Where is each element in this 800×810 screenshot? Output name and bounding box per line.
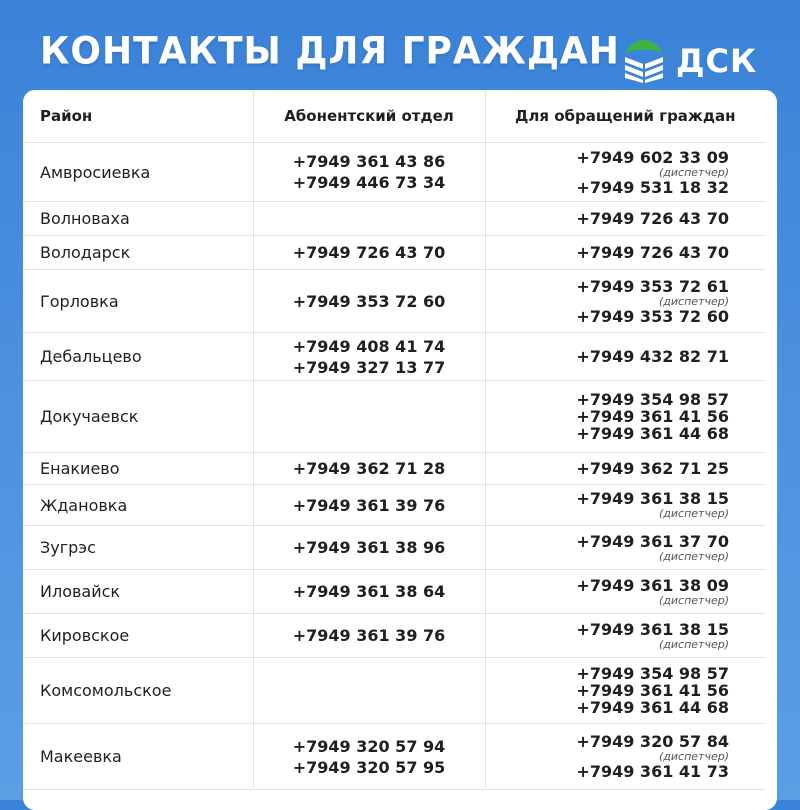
- abon-cell: [253, 614, 485, 658]
- dispatcher-note: (диспетчер): [658, 507, 729, 520]
- citizens-cell: [485, 333, 765, 381]
- dispatcher-note: (диспетчер): [658, 750, 729, 763]
- citizens-phone[interactable]: +7949 361 38 09: [576, 575, 729, 595]
- abon-phone[interactable]: +7949 320 57 94: [292, 736, 446, 756]
- district-cell: Володарск: [23, 236, 253, 270]
- abon-phone[interactable]: +7949 361 39 76: [292, 626, 446, 645]
- header: [0, 0, 800, 95]
- citizens-phone[interactable]: +7949 361 44 68: [576, 424, 729, 443]
- column-header-citizens: Для обращений граждан: [485, 90, 765, 143]
- contacts-card: [23, 90, 777, 810]
- abon-cell: [253, 485, 485, 526]
- table-row: [23, 381, 765, 453]
- abon-phone[interactable]: +7949 446 73 34: [292, 173, 446, 192]
- citizens-cell: [485, 570, 765, 614]
- page-title: КОНТАКТЫ ДЛЯ ГРАЖДАН: [40, 30, 620, 74]
- district-cell: Волноваха: [23, 202, 253, 236]
- citizens-phone[interactable]: +7949 361 44 68: [576, 698, 729, 717]
- abon-cell: [253, 270, 485, 333]
- citizens-phone[interactable]: +7949 362 71 25: [576, 459, 729, 478]
- citizens-cell: [485, 453, 765, 485]
- citizens-cell: [485, 526, 765, 570]
- abon-cell: [253, 333, 485, 381]
- district-cell: Амвросиевка: [23, 143, 253, 202]
- district-cell: Зугрэс: [23, 526, 253, 570]
- abon-phone[interactable]: +7949 726 43 70: [292, 243, 446, 262]
- table-row: [23, 270, 765, 333]
- citizens-cell: [485, 270, 765, 333]
- abon-phone[interactable]: +7949 362 71 28: [292, 459, 446, 478]
- dispatcher-note: (диспетчер): [658, 549, 729, 563]
- abon-cell: [253, 526, 485, 570]
- table-row: [23, 724, 765, 790]
- district-cell: Иловайск: [23, 570, 253, 614]
- district-cell: Ждановка: [23, 485, 253, 526]
- citizens-cell: [485, 381, 765, 453]
- logo: [622, 36, 757, 86]
- district-cell: Дебальцево: [23, 333, 253, 381]
- dispatcher-note: (диспетчер): [658, 294, 729, 308]
- citizens-cell: [485, 658, 765, 724]
- citizens-cell: [485, 485, 765, 526]
- citizens-cell: [485, 143, 765, 202]
- abon-phone[interactable]: +7949 408 41 74: [292, 336, 446, 356]
- abon-phone[interactable]: +7949 353 72 60: [292, 291, 446, 311]
- citizens-phone[interactable]: +7949 354 98 57: [576, 664, 729, 683]
- table-row: [23, 202, 765, 236]
- citizens-phone[interactable]: +7949 726 43 70: [576, 243, 729, 262]
- abon-phone[interactable]: +7949 361 38 64: [292, 582, 446, 601]
- citizens-cell: [485, 236, 765, 270]
- citizens-cell: [485, 724, 765, 790]
- column-header-abon: Абонентский отдел: [253, 90, 485, 143]
- dispatcher-note: (диспетчер): [658, 637, 729, 651]
- logo-text: ДСК: [676, 42, 758, 80]
- citizens-phone[interactable]: +7949 354 98 57: [576, 390, 729, 409]
- citizens-phone[interactable]: +7949 353 72 60: [576, 306, 729, 326]
- table-row: [23, 614, 765, 658]
- dispatcher-note: (диспетчер): [658, 593, 729, 607]
- table-row: [23, 485, 765, 526]
- abon-phone[interactable]: +7949 361 43 86: [292, 152, 446, 171]
- abon-cell: [253, 658, 485, 724]
- table-row: [23, 570, 765, 614]
- citizens-cell: [485, 614, 765, 658]
- abon-cell: [253, 453, 485, 485]
- abon-phone[interactable]: +7949 361 38 96: [292, 538, 446, 557]
- citizens-phone[interactable]: +7949 361 37 70: [576, 531, 729, 551]
- district-cell: Енакиево: [23, 453, 253, 485]
- district-cell: Кировское: [23, 614, 253, 658]
- abon-cell: [253, 236, 485, 270]
- table-row: [23, 333, 765, 381]
- abon-cell: [253, 143, 485, 202]
- citizens-phone[interactable]: +7949 361 41 56: [576, 407, 729, 426]
- dsk-logo-icon: [622, 38, 666, 84]
- district-cell: Комсомольское: [23, 658, 253, 724]
- table-row: [23, 526, 765, 570]
- citizens-phone[interactable]: +7949 432 82 71: [576, 347, 729, 366]
- citizens-phone[interactable]: +7949 726 43 70: [576, 209, 729, 228]
- citizens-cell: [485, 202, 765, 236]
- citizens-phone[interactable]: +7949 361 38 15: [576, 489, 729, 508]
- citizens-phone[interactable]: +7949 353 72 61: [576, 276, 729, 296]
- citizens-phone[interactable]: +7949 361 38 15: [576, 619, 729, 639]
- dispatcher-note: (диспетчер): [658, 165, 729, 179]
- district-cell: Макеевка: [23, 724, 253, 790]
- abon-cell: [253, 724, 485, 790]
- table-header-row: [23, 90, 765, 143]
- abon-cell: [253, 570, 485, 614]
- abon-phone[interactable]: +7949 320 57 95: [292, 757, 446, 777]
- table-row: [23, 453, 765, 485]
- abon-cell: [253, 202, 485, 236]
- abon-phone[interactable]: +7949 361 39 76: [292, 495, 446, 515]
- table-row: [23, 236, 765, 270]
- citizens-phone[interactable]: +7949 361 41 73: [576, 762, 729, 781]
- abon-phone[interactable]: +7949 327 13 77: [292, 357, 446, 377]
- table-row: [23, 143, 765, 202]
- district-cell: Горловка: [23, 270, 253, 333]
- district-cell: Докучаевск: [23, 381, 253, 453]
- citizens-phone[interactable]: +7949 361 41 56: [576, 681, 729, 700]
- contacts-table: [23, 90, 765, 790]
- citizens-phone[interactable]: +7949 602 33 09: [576, 147, 729, 167]
- column-header-district: Район: [23, 90, 253, 143]
- abon-cell: [253, 381, 485, 453]
- citizens-phone[interactable]: +7949 531 18 32: [576, 177, 729, 197]
- table-row: [23, 658, 765, 724]
- citizens-phone[interactable]: +7949 320 57 84: [576, 732, 729, 751]
